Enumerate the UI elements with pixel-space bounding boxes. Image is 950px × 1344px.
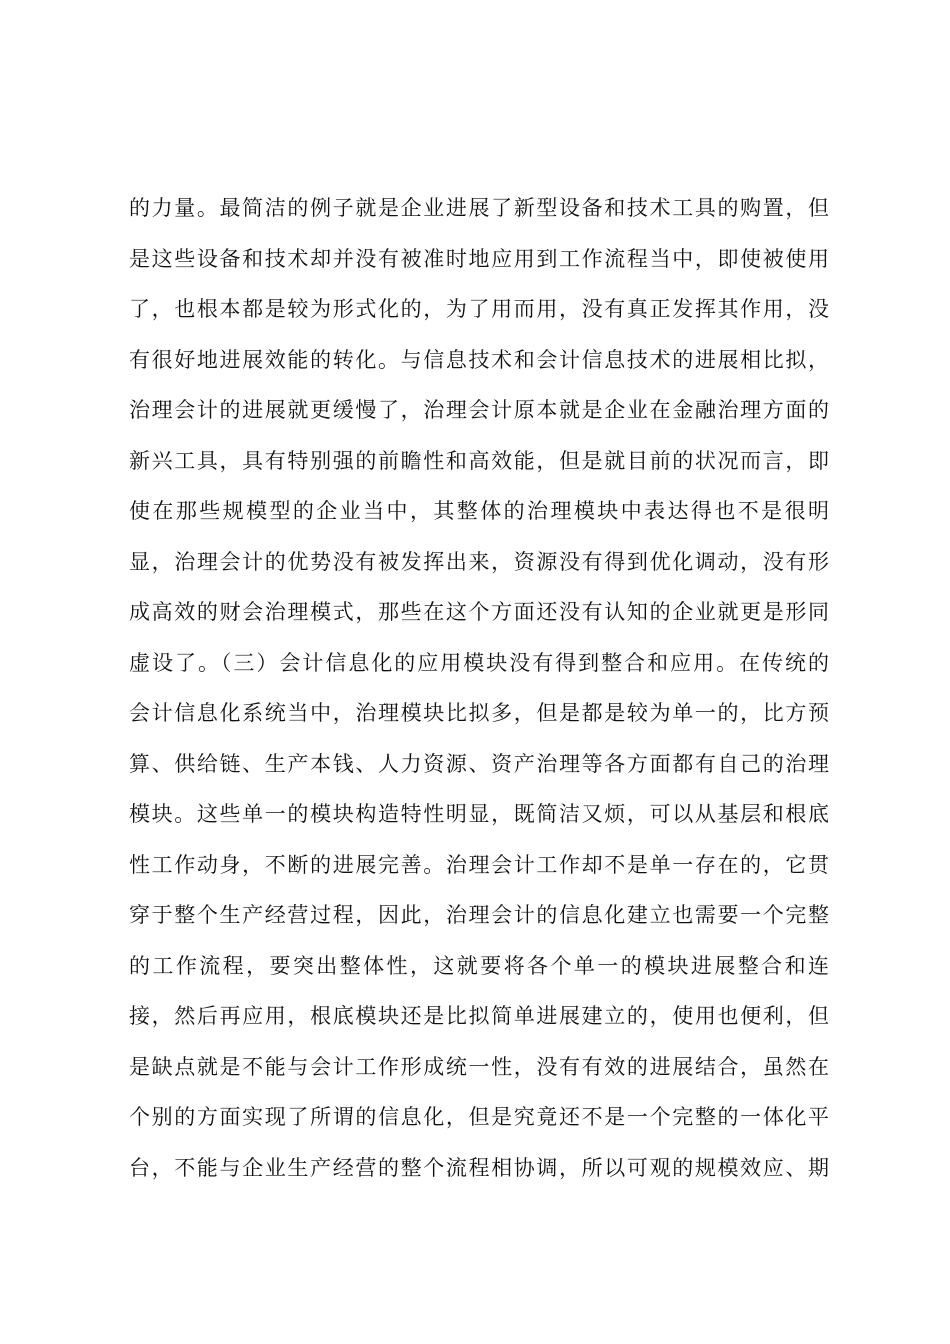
text-line: 的力量。最简洁的例子就是企业进展了新型设备和技术工具的购置，但	[129, 196, 829, 220]
text-line: 新兴工具，具有特别强的前瞻性和高效能，但是就目前的状况而言，即	[129, 448, 829, 473]
text-line: 是这些设备和技术却并没有被准时地应用到工作流程当中，即使被使用	[129, 246, 829, 271]
text-line: 虚设了。（三）会计信息化的应用模块没有得到整合和应用。在传统的	[129, 650, 829, 675]
text-line: 性工作动身，不断的进展完善。治理会计工作却不是单一存在的，它贯	[129, 852, 829, 877]
text-line: 成高效的财会治理模式，那些在这个方面还没有认知的企业就更是形同	[129, 600, 829, 624]
text-line: 接，然后再应用，根底模块还是比拟简单进展建立的，使用也便利，但	[129, 1004, 829, 1028]
text-line: 有很好地进展效能的转化。与信息技术和会计信息技术的进展相比拟，	[129, 347, 829, 372]
text-line: 会计信息化系统当中，治理模块比拟多，但是都是较为单一的，比方预	[129, 701, 829, 725]
text-line: 模块。这些单一的模块构造特性明显，既简洁又烦，可以从基层和根底	[129, 802, 829, 826]
text-line: 个别的方面实现了所谓的信息化，但是究竟还不是一个完整的一体化平	[129, 1105, 829, 1129]
text-line: 的工作流程，要突出整体性，这就要将各个单一的模块进展整合和连	[129, 953, 829, 978]
text-line: 算、供给链、生产本钱、人力资源、资产治理等各方面都有自己的治理	[129, 751, 829, 776]
text-line: 是缺点就是不能与会计工作形成统一性，没有有效的进展结合，虽然在	[129, 1054, 829, 1079]
text-line: 治理会计的进展就更缓慢了，治理会计原本就是企业在金融治理方面的	[129, 398, 829, 422]
body-paragraph	[129, 183, 829, 1193]
text-line: 台，不能与企业生产经营的整个流程相协调，所以可观的规模效应、期	[129, 1155, 829, 1180]
text-line: 了，也根本都是较为形式化的，为了用而用，没有真正发挥其作用，没	[129, 297, 829, 321]
text-line: 显，治理会计的优势没有被发挥出来，资源没有得到优化调动，没有形	[129, 549, 829, 574]
text-line: 穿于整个生产经营过程，因此，治理会计的信息化建立也需要一个完整	[129, 903, 829, 927]
text-line: 使在那些规模型的企业当中，其整体的治理模块中表达得也不是很明	[129, 499, 829, 523]
